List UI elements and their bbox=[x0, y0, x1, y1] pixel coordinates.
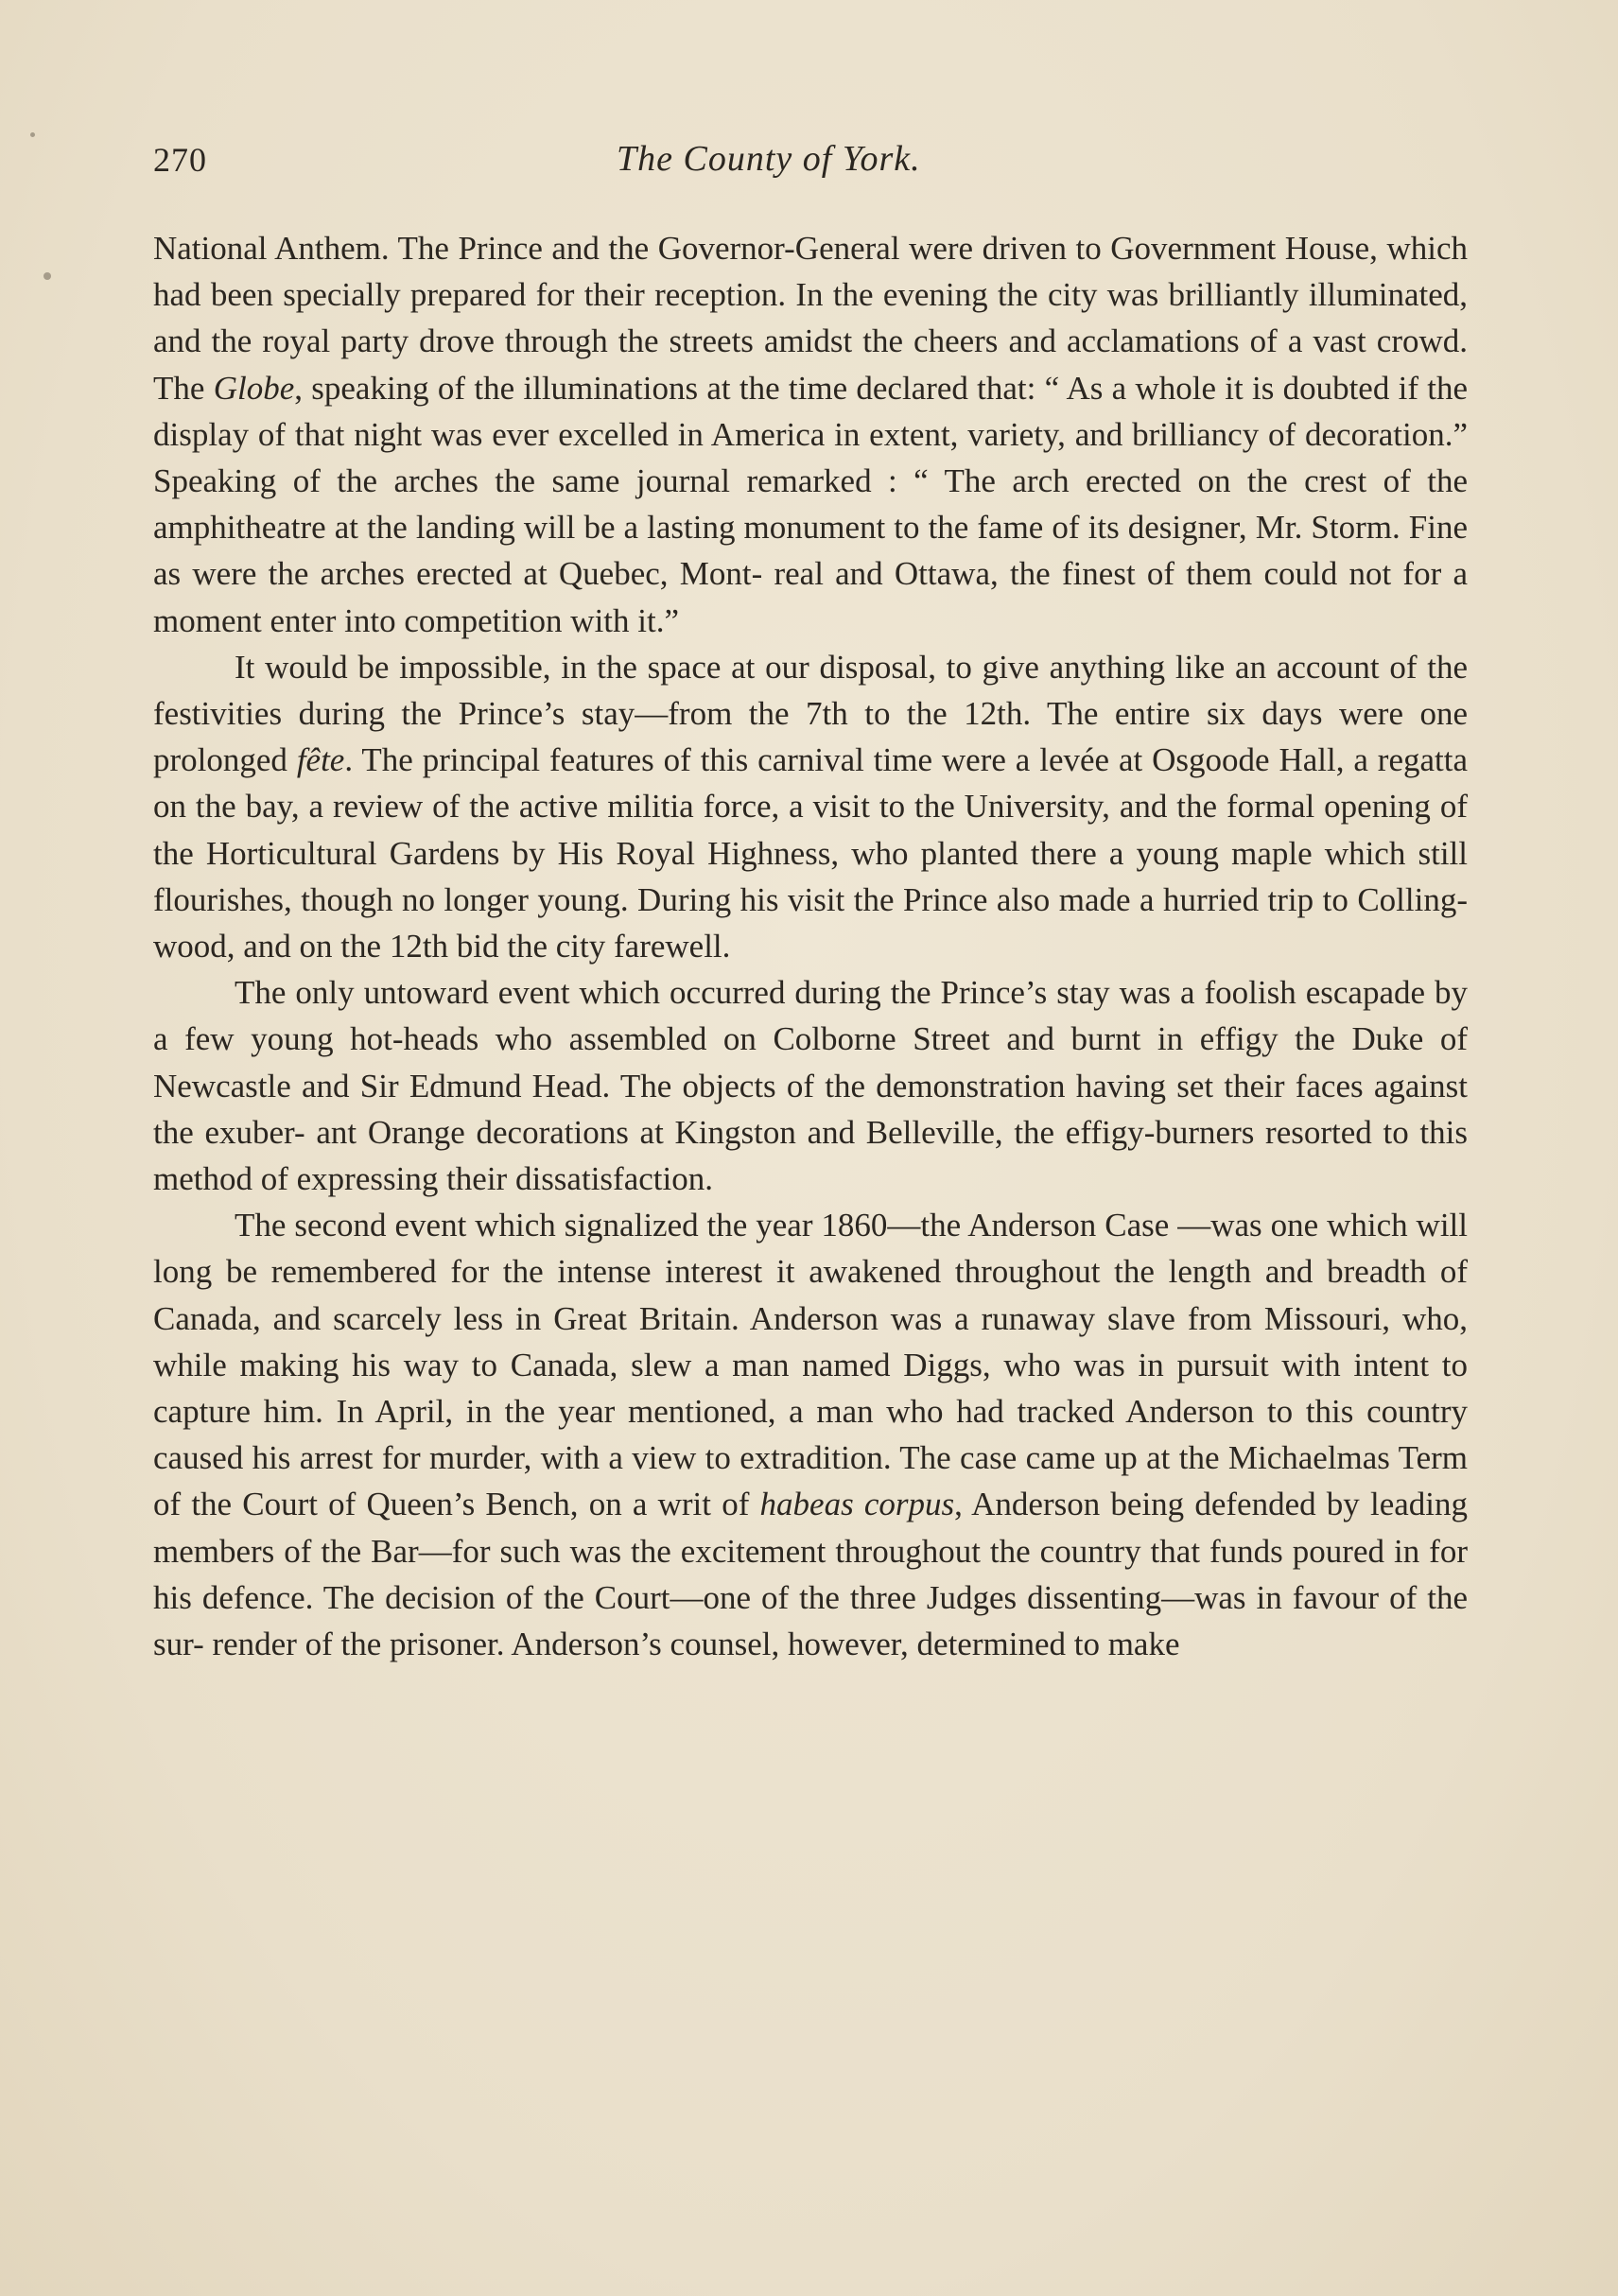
running-head: The County of York. bbox=[617, 139, 921, 179]
page-header bbox=[153, 140, 1468, 189]
ink-speck bbox=[30, 132, 35, 137]
paragraph: National Anthem. The Prince and the Governor-General were driven to Government House, which had been specially prepared for their reception. In the evening the city was brilliantly illuminated, and the royal party drove through the streets amidst the cheers and acclamations of a vast crowd. The Globe, speaking of the illuminations at the time declared that: “ As a whole it is doubted if the display of that night was ever excelled in America in extent, variety, and brilliancy of decoration.” Speaking of the arches the same journal remarked : “ The arch erected on the crest of the amphitheatre at the landing will be a lasting monument to the fame of its designer, Mr. Storm. Fine as were the arches erected at Quebec, Mont- real and Ottawa, the finest of them could not for a moment enter into competition with it.” bbox=[153, 230, 1468, 639]
paragraph: The second event which signalized the year 1860—the Anderson Case —was one which will long be remembered for the intense interest it awakened throughout the length and breadth of Canada, and scarcely less in Great Britain. Anderson was a runaway slave from Missouri, who, while making his way to Canada, slew a man named Diggs, who was in pursuit with intent to capture him. In April, in the year mentioned, a man who had tracked Anderson to this country caused his arrest for murder, with a view to extradition. The case came up at the Michaelmas Term of the Court of Queen’s Bench, on a writ of habeas corpus, Anderson being defended by leading members of the Bar—for such was the excitement throughout the country that funds poured in for his defence. The decision of the Court—one of the three Judges dissenting—was in favour of the sur- render of the prisoner. Anderson’s counsel, however, determined to make bbox=[153, 1207, 1469, 1663]
paragraph: The only untoward event which occurred during the Prince’s stay was a foolish escapade by a few young hot-heads who assembled on Colborne Street and burnt in effigy the Duke of Newcastle and Sir Edmund Head. The objects of the demonstration having set their faces against the exuber- ant Orange decorations at Kingston and Belleville, the effigy-burners resorted to this method of expressing their dissatisfaction. bbox=[153, 974, 1468, 1198]
page-number: 270 bbox=[153, 141, 207, 179]
ink-speck bbox=[43, 272, 51, 280]
body-text bbox=[153, 225, 1468, 1667]
paragraph: It would be impossible, in the space at our disposal, to give anything like an account of the festivities during the Prince’s stay—from the 7th to the 12th. The entire six days were one prolonged fête. The principal features of this carnival time were a levée at Osgoode Hall, a regatta on the bay, a review of the active militia force, a visit to the University, and the formal opening of the Horticultural Gardens by His Royal Highness, who planted there a young maple which still flourishes, though no longer young. During his visit the Prince also made a hurried trip to Colling- wood, and on the 12th bid the city farewell. bbox=[153, 648, 1468, 965]
